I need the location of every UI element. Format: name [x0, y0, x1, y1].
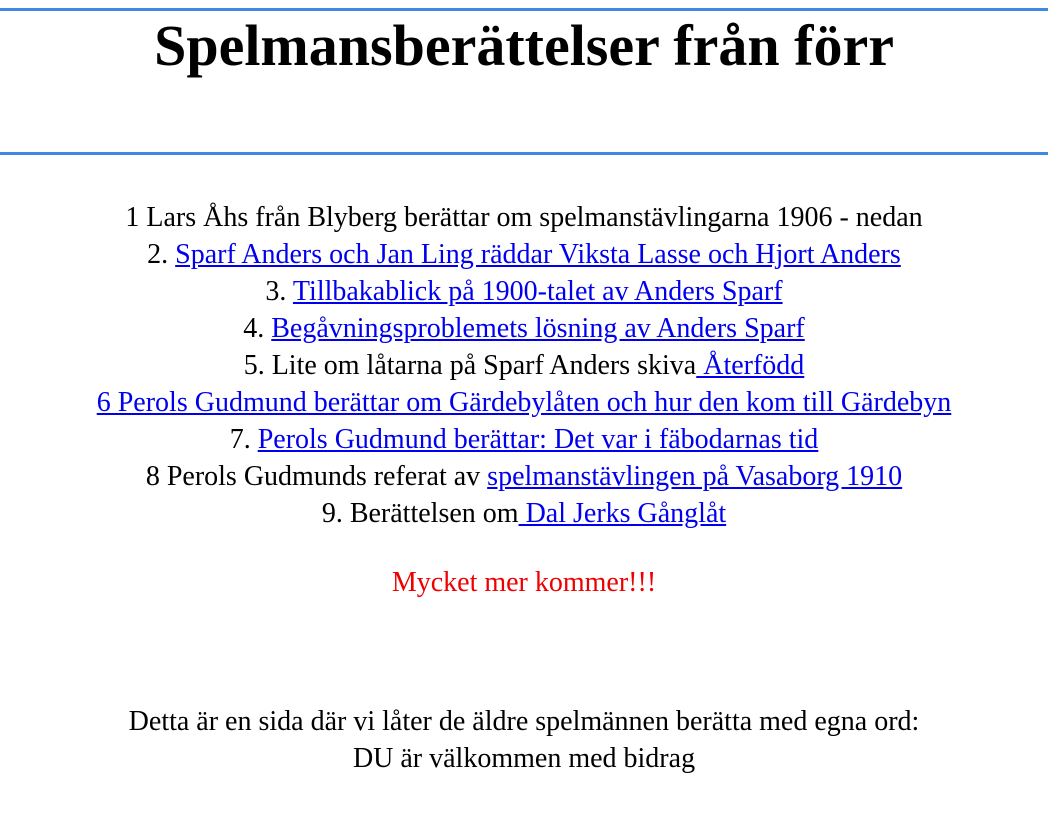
story-8-link[interactable]: spelmanstävlingen på Vasaborg 1910	[487, 461, 903, 492]
story-6-link[interactable]: 6 Perols Gudmund berättar om Gärdebylåten och hur den kom till Gärdebyn	[96, 387, 952, 418]
story-4-number: 4.	[243, 313, 272, 344]
story-7-number: 7.	[229, 424, 258, 455]
story-item-8	[0, 458, 1048, 495]
page-title: Spelmansberättelser från förr	[154, 13, 894, 78]
story-3-number: 3.	[265, 276, 293, 307]
story-8-text: 8 Perols Gudmunds referat av	[145, 461, 488, 492]
header-divider	[0, 152, 1048, 155]
story-9-text: 9. Berättelsen om	[321, 498, 519, 529]
story-item-5	[0, 347, 1048, 384]
footer-line-2: DU är välkommen med bidrag	[352, 743, 696, 774]
more-coming-notice: Mycket mer kommer!!!	[391, 567, 657, 598]
story-item-1	[0, 199, 1048, 236]
story-item-4	[0, 310, 1048, 347]
story-7-link[interactable]: Perols Gudmund berättar: Det var i fäbodarnas tid	[257, 424, 819, 455]
story-item-2	[0, 236, 1048, 273]
footer-line-1: Detta är en sida där vi låter de äldre spelmännen berätta med egna ord:	[128, 706, 920, 737]
story-item-7	[0, 421, 1048, 458]
story-9-link[interactable]: Dal Jerks Gånglåt	[518, 498, 727, 529]
footer-text	[0, 703, 1048, 777]
story-item-3	[0, 273, 1048, 310]
story-4-link[interactable]: Begåvningsproblemets lösning av Anders Sparf	[271, 313, 805, 344]
story-2-link[interactable]: Sparf Anders och Jan Ling räddar Viksta Lasse och Hjort Anders	[175, 239, 901, 270]
story-5-text: 5. Lite om låtarna på Sparf Anders skiva	[243, 350, 697, 381]
story-1-text: 1 Lars Åhs från Blyberg berättar om spelmanstävlingarna 1906 - nedan	[125, 202, 923, 233]
story-5-link[interactable]: Återfödd	[696, 350, 805, 381]
story-2-number: 2.	[147, 239, 176, 270]
story-3-link[interactable]: Tillbakablick på 1900-talet av Anders Sparf	[292, 276, 783, 307]
story-list	[0, 199, 1048, 532]
story-item-9	[0, 495, 1048, 532]
story-item-6	[0, 384, 1048, 421]
